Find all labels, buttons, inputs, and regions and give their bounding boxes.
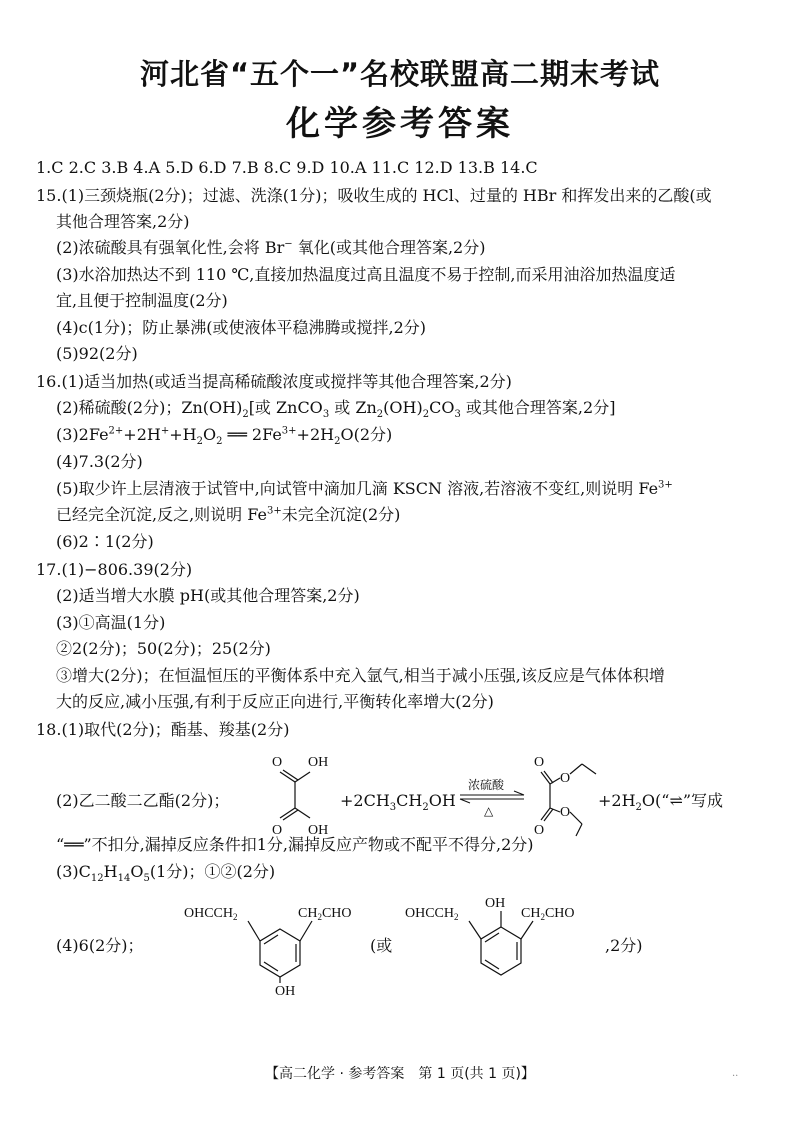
svg-text:△: △ [484, 804, 494, 818]
q15-line-7: (5)92(2分) [56, 344, 138, 363]
q18-or-text: (或 [370, 936, 393, 955]
q18-line-1: 18.(1)取代(2分)；酯基、羧基(2分) [36, 720, 290, 739]
q17-line-3: (3)①高温(1分) [56, 613, 166, 632]
margin-mark: .. [732, 1068, 739, 1079]
svg-text:O: O [272, 755, 283, 770]
page-footer: 【高二化学 · 参考答案 第 1 页(共 1 页)】 [265, 1066, 535, 1082]
q16-line-7: (6)2∶1(2分) [56, 532, 154, 551]
answer-title: 化学参考答案 [286, 104, 514, 144]
q18-line-5-tail: ,2分) [605, 936, 643, 955]
svg-text:O: O [560, 805, 571, 820]
q16-line-2: (2)稀硫酸(2分)；$Zn(OH)_2$[或 ZnCO$_3$ 或 $Zn_2(OH)_2CO_3$ 或其他合理答案,2分] [56, 398, 616, 421]
q16-line-5: (5)取少许上层清液于试管中,向试管中滴加几滴 KSCN 溶液,若溶液不变红,则说明 $Fe^{3+}$ [56, 479, 673, 498]
diethyl-oxalate-structure [530, 750, 600, 840]
q15-line-3: (2)浓硫酸具有强氧化性,会将 Br− 氧化(或其他合理答案,2分) [56, 238, 486, 257]
svg-text:OH: OH [308, 823, 329, 838]
q16-line-6: 已经完全沉淀,反之,则说明 $Fe^{3+}$未完全沉淀(2分) [56, 505, 401, 524]
svg-text:OHCCH2: $OHCCH_2$ [184, 906, 238, 922]
q18-line-3: “══”不扣分,漏掉反应条件扣1分,漏掉反应产物或不配平不得分,2分) [56, 835, 534, 854]
q17-line-2: (2)适当增大水膜 pH(或其他合理答案,2分) [56, 586, 360, 605]
q17-line-6: 大的反应,减小压强,有利于反应正向进行,平衡转化率增大(2分) [56, 692, 494, 711]
q15-line-6: (4)c(1分)；防止暴沸(或使液体平稳沸腾或搅拌,2分) [56, 318, 427, 337]
svg-text:O: O [534, 755, 545, 770]
oxalic-acid-structure [250, 750, 340, 840]
q15-line-4: (3)水浴加热达不到 110 ℃,直接加热温度过高且温度不易于控制,而采用油浴加热温度适 [56, 265, 676, 284]
isomer-structure-a [180, 893, 380, 1003]
svg-text:OHCCH2: $OHCCH_2$ [405, 906, 459, 922]
svg-text:O: O [534, 823, 545, 838]
reaction-arrow-icon [458, 776, 528, 820]
svg-text:OH: OH [485, 896, 506, 911]
q18-water-note: $+2H_2O(“\rightleftharpoons$”写成 [598, 791, 724, 814]
q15-line-1: 15.(1)三颈烧瓶(2分)；过滤、洗涤(1分)；吸收生成的 HCl、过量的 HBr 和挥发出来的乙酸(或 [36, 186, 712, 205]
q16-line-4: (4)7.3(2分) [56, 452, 143, 471]
isomer-structure-b [405, 893, 605, 993]
q17-line-4: ②2(2分)；50(2分)；25(2分) [56, 639, 271, 658]
q15-line-2: 其他合理答案,2分) [56, 212, 190, 231]
q17-line-1: 17.(1)−806.39(2分) [36, 560, 193, 579]
q15-line-5: 宜,且便于控制温度(2分) [56, 291, 228, 310]
q18-line-5-label: (4)6(2分)； [56, 936, 144, 955]
svg-text:O: O [560, 771, 571, 786]
q16-line-1: 16.(1)适当加热(或适当提高稀硫酸浓度或搅拌等其他合理答案,2分) [36, 372, 512, 391]
svg-text:O: O [272, 823, 283, 838]
q18-ethanol: $+2CH_3CH_2OH$ [340, 791, 456, 814]
q17-line-5: ③增大(2分)；在恒温恒压的平衡体系中充入氩气,相当于减小压强,该反应是气体体积增 [56, 666, 665, 685]
svg-text:OH: OH [275, 984, 296, 999]
q18-line-2-label: (2)乙二酸二乙酯(2分)； [56, 791, 230, 810]
multiple-choice-answers: 1.C 2.C 3.B 4.A 5.D 6.D 7.B 8.C 9.D 10.A 11.C 12.D 13.B 14.C [36, 158, 538, 177]
q16-line-3: $(3)2Fe^{2+}+2H^++H_2O_2$ ══ $2Fe^{3+}+2H_2O(2$分) [56, 425, 393, 448]
svg-text:浓硫酸: 浓硫酸 [468, 778, 505, 792]
exam-title: 河北省“五个一”名校联盟高二期末考试 [139, 57, 661, 91]
q18-line-4: $(3)C_{12}H_{14}O_5(1$分)；①②(2分) [56, 862, 276, 885]
svg-text:CH2CHO: $CH_2CHO$ [298, 906, 352, 922]
svg-text:CH2CHO: $CH_2CHO$ [521, 906, 575, 922]
svg-text:OH: OH [308, 755, 329, 770]
